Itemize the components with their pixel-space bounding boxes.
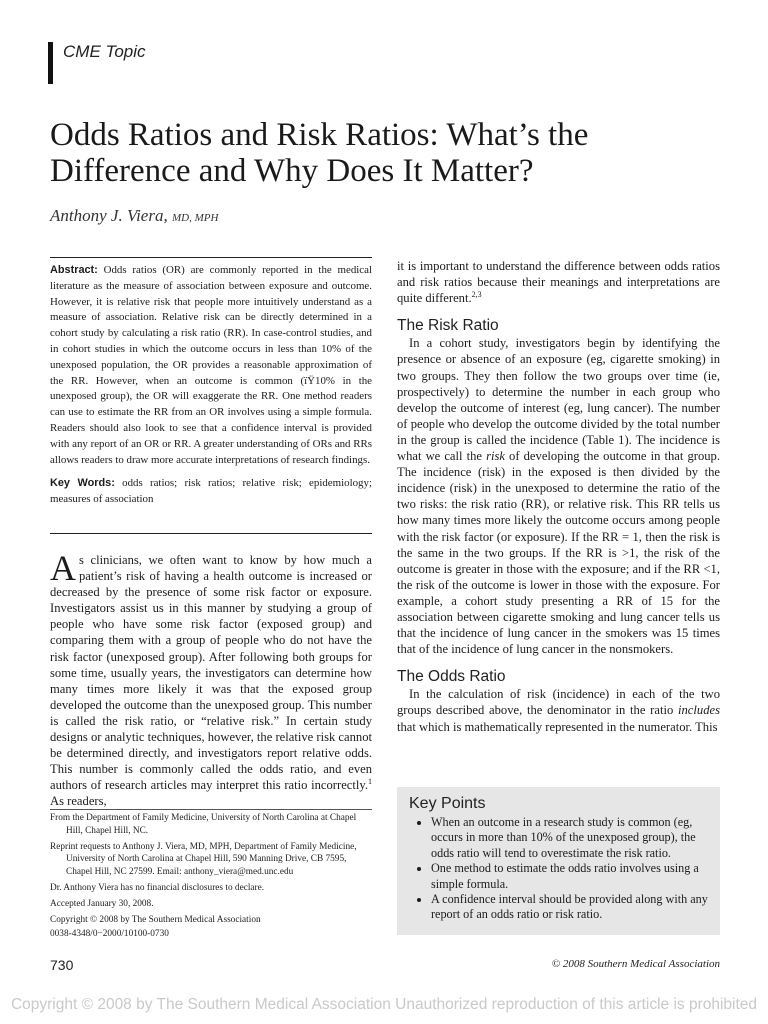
copyright-watermark: Copyright © 2008 by The Southern Medical Association Unauthorized reproduction of this article is prohibited (10, 996, 758, 1013)
intro-text-block (50, 548, 372, 810)
odds-ratio-heading: The Odds Ratio (397, 668, 506, 686)
key-points-box (397, 787, 720, 935)
issn-note: 0038-4348/0−2000/10100-0730 (50, 928, 169, 939)
key-point-item: • When an outcome in a research study is common (eg, occurs in more than 10% of the unexposed group), the odds ratio will tend to overestimate the risk ratio. (431, 815, 708, 861)
dropcap-letter: A (50, 548, 76, 588)
abstract-block (50, 263, 372, 508)
risk-ratio-heading: The Risk Ratio (397, 317, 499, 335)
key-points-title: Key Points (409, 795, 486, 812)
intro-tail: As readers, (50, 794, 107, 809)
key-point-item: • One method to estimate the odds ratio involves using a simple formula. (431, 861, 708, 892)
key-point-item: • A confidence interval should be provided along with any report of an odds ratio or risk ratio. (431, 892, 708, 923)
reprint-note: Reprint requests to Anthony J. Viera, MD, MPH, Department of Family Medicine, University of North Carolina at Chapel Hill, 590 Manning Drive, CB 7595, Chapel Hill, NC 27599. Email: anthony_viera@med.unc.edu (50, 841, 357, 877)
right-top-text: it is important to understand the difference between odds ratios and risk ratios because their meanings and interpretations are quite different. (397, 259, 720, 306)
key-points-list (397, 815, 720, 923)
disclosure-note: Dr. Anthony Viera has no financial disclosures to declare. (50, 882, 265, 893)
right-column (397, 258, 720, 735)
risk-ratio-text-b: of developing the outcome in that group. The incidence (risk) in the exposed is then divided by the incidence (risk) in the unexposed to determine the ratio of the two risks: the risk ratio (RR), or relative risk. This RR tells us how many times more likely the outcome occurs among people with the risk factor (or exposure). If the RR = 1, then the risk is the same in the two groups. If the RR is >1, the risk of the outcome is greater in those with the exposure; and if the RR <1, the risk of the outcome is lower in those with the exposure. For example, a cohort study presenting a RR of 15 for the association between cigarette smoking and lung cancer tells us that the incidence of lung cancer in the smokers was 15 times that of the incidence of lung cancer in the nonsmokers. (397, 449, 720, 657)
risk-emphasis: risk (486, 449, 505, 464)
citation-sup: 2,3 (471, 290, 482, 299)
risk-ratio-paragraph (397, 335, 720, 657)
accepted-note: Accepted January 30, 2008. (50, 899, 154, 910)
footnote-rule (50, 809, 372, 810)
risk-ratio-text-a: In a cohort study, investigators begin by identifying the presence or absence of an exposure (eg, cigarette smoking) in two groups. They then follow the two groups over time (ie, prospectively) to determine the number in each group who develop the outcome of interest (eg, lung cancer). The number of people who develop the outcome divided by the total number in the group is called the incidence (Table 1). The incidence is what we call the (397, 336, 720, 464)
author-line (50, 206, 218, 226)
intro-text: s clinicians, we often want to know by how much a patient’s risk of having a health outcome is increased or decreased by the presence of some risk factor or exposure. Investigators assist us in this manner by studying a group of people who have some risk factor (exposed group) and comparing them with a group of people who do not have the risk factor (unexposed group). After following both groups for some time, usually years, the investigators can determine how many times more likely it was that the exposed group developed the outcome than the unexposed group. This number is called the risk ratio, or “relative risk.” In certain study designs or analytic techniques, however, the relative risk cannot be determined directly, and investigators report relative odds. This number is commonly called the odds ratio, and even authors of research articles may interpret this ratio incorrectly. (50, 553, 372, 793)
affiliation-note: From the Department of Family Medicine, University of North Carolina at Chapel Hill, Chapel Hill, NC. (50, 813, 357, 836)
abstract-bottom-rule (50, 533, 372, 534)
keywords-text: odds ratios; risk ratios; relative risk; epidemiology; measures of association (50, 477, 372, 506)
cme-topic-bar (48, 42, 53, 84)
odds-ratio-text-a: In the calculation of risk (incidence) in each of the two groups described above, the denominator in the ratio (397, 687, 720, 718)
author-degrees: MD, MPH (171, 212, 219, 224)
intro-paragraph (50, 548, 372, 810)
abstract-text: Odds ratios (OR) are commonly reported in the medical literature as the measure of association between exposure and outcome. However, it is relative risk that people more intuitively understand as a measure of association. Relative risk can be directly determined in a cohort study by calculating a risk ratio (RR). In case-control studies, and in cohort studies in which the outcome occurs in less than 10% of the unexposed population, the OR provides a reasonable approximation of the RR. However, when an outcome is common (ïŸ10% in the unexposed group), the OR will exaggerate the RR. One method readers can use to estimate the RR from an OR involves using a simple formula. Readers should also look to see that a confidence interval is provided with any report of an OR or RR. A greater understanding of ORs and RRs allows readers to draw more accurate interpretations of research findings. (50, 264, 372, 466)
odds-ratio-text-b: that which is mathematically represented in the numerator. This (397, 719, 718, 734)
odds-ratio-paragraph (397, 686, 720, 734)
footnotes-block (50, 812, 372, 944)
keywords-label: Key Words: (50, 477, 115, 490)
article-title: Odds Ratios and Risk Ratios: What’s the Difference and Why Does It Matter? (50, 117, 589, 189)
abstract-label: Abstract: (50, 264, 98, 276)
author-name: Anthony J. Viera, (50, 206, 168, 225)
right-top-paragraph (397, 258, 720, 306)
citation-sup: 1 (368, 777, 372, 787)
abstract-top-rule (50, 257, 372, 258)
page-number: 730 (50, 957, 74, 973)
includes-emphasis: includes (678, 703, 720, 718)
abstract-paragraph (50, 263, 372, 468)
journal-copyright: © 2008 Southern Medical Association (551, 958, 720, 970)
cme-topic-label: CME Topic (63, 42, 146, 61)
keywords-paragraph (50, 476, 372, 508)
copyright-note: Copyright © 2008 by The Southern Medical Association (50, 915, 261, 926)
